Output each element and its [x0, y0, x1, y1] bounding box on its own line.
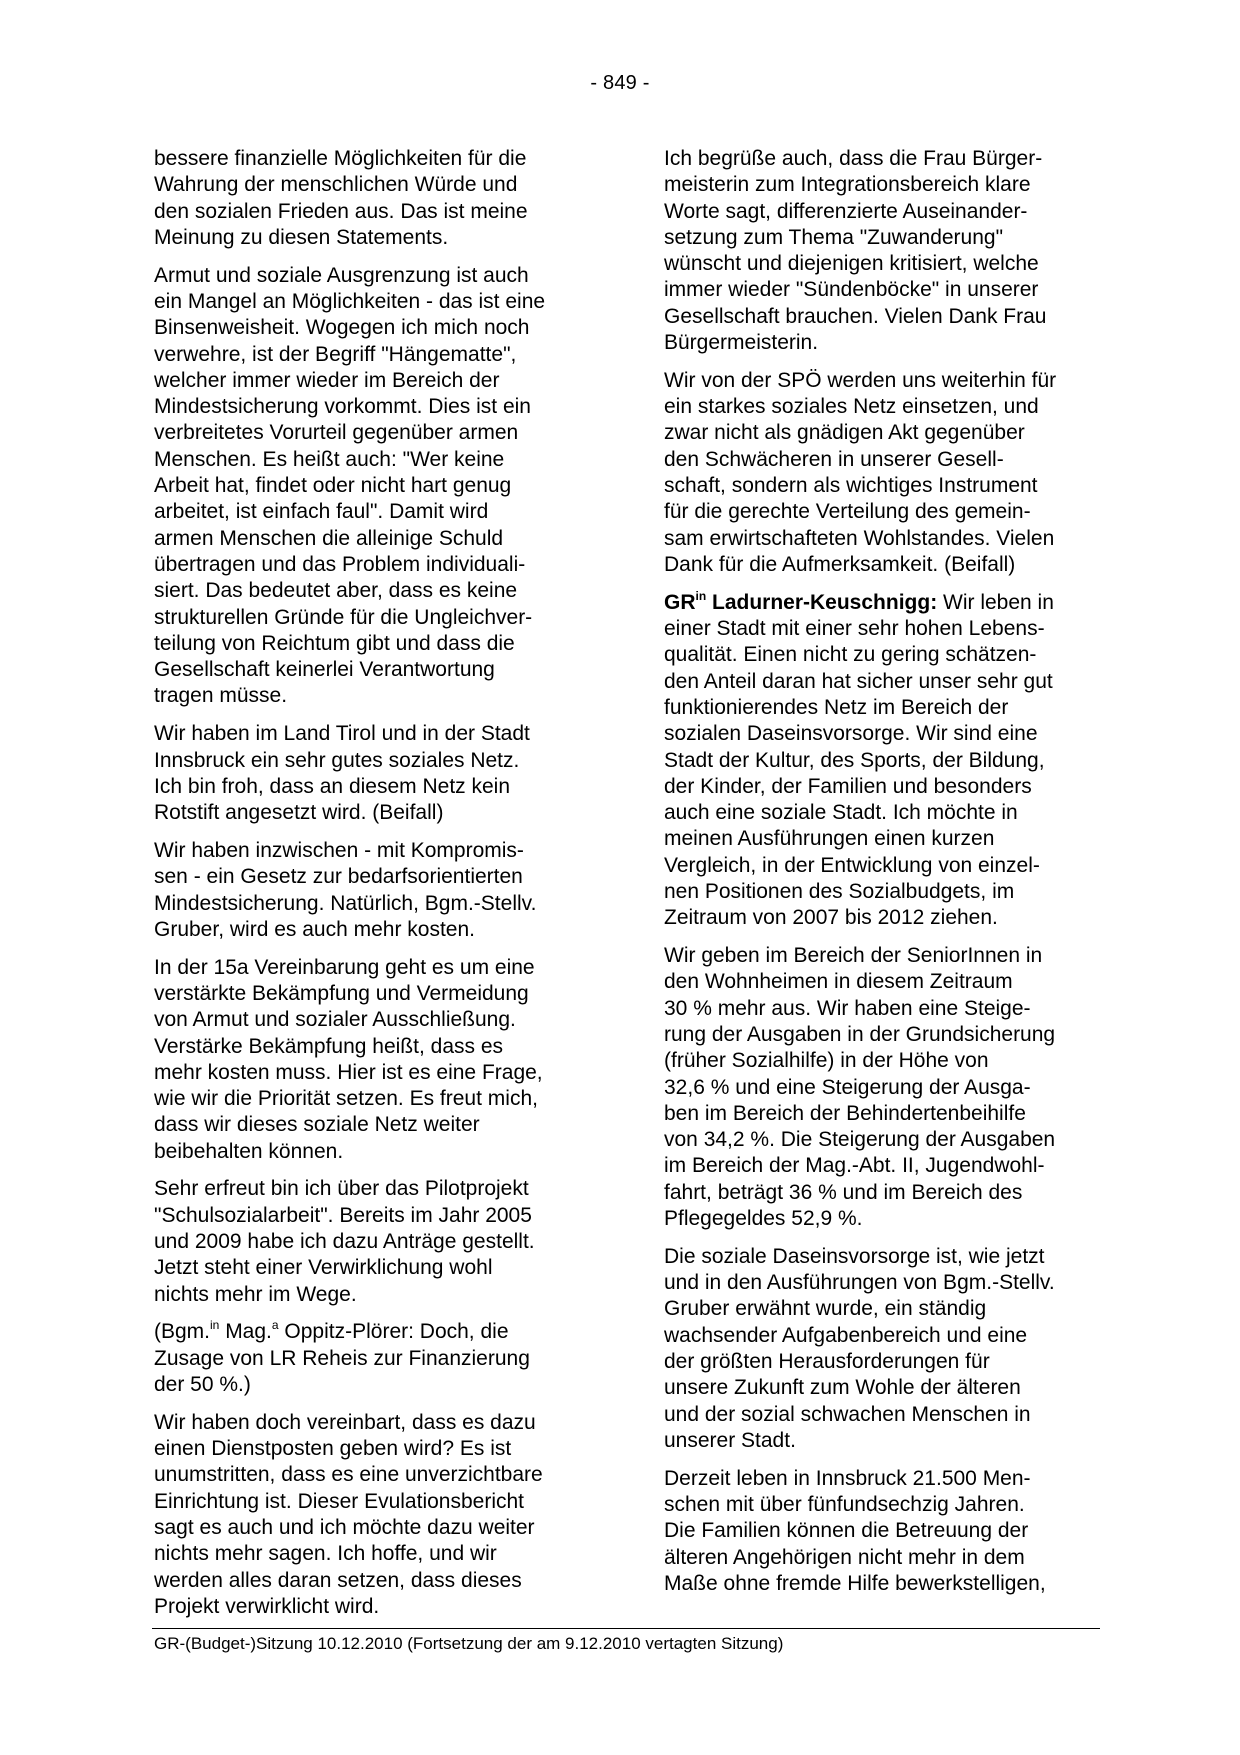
paragraph: Ich begrüße auch, dass die Frau Bürger- meisterin zum Integrationsbereich klare Worte sagt, differenzierte Auseinander- setzung zum Thema "Zuwanderung" wünscht und diejenigen kritisiert, welche immer wieder "Sündenböcke" in unserer Gesellschaft brauchen. Vielen Dank Frau Bürgermeisterin. — [664, 147, 1047, 355]
paragraph: bessere finanzielle Möglichkeiten für die Wahrung der menschlichen Würde und den sozialen Frieden aus. Das ist meine Meinung zu diesen Statements. — [154, 147, 528, 249]
paragraph: Sehr erfreut bin ich über das Pilotprojekt "Schulsozialarbeit". Bereits im Jahr 2005 und 2009 habe ich dazu Anträge gestellt. Jetzt steht einer Verwirklichung wohl nichts mehr im Wege. — [154, 1177, 535, 1306]
interjection-text: Oppitz-Plörer: Doch, die Zusage von LR Reheis zur Finanzierung der 50 %.) — [154, 1320, 530, 1397]
interjection-open: (Bgm. — [154, 1320, 211, 1344]
speaker-sup: in — [695, 588, 707, 603]
speaker-name: Ladurner-Keuschnigg: — [706, 590, 938, 614]
footer-text: GR-(Budget-)Sitzung 10.12.2010 (Fortsetzung der am 9.12.2010 vertagten Sitzung) — [154, 1634, 784, 1653]
interjection-title: Mag. — [219, 1320, 272, 1344]
speaker-paragraph — [664, 590, 1106, 932]
paragraph: Derzeit leben in Innsbruck 21.500 Men- schen mit über fünfundsechzig Jahren. Die Familien können die Betreuung der älteren Angehörigen nicht mehr in dem Maße ohne fremde Hilfe bewerkstelligen, — [664, 1466, 1046, 1595]
speaker-text: Wir leben in einer Stadt mit einer sehr hohen Lebens- qualität. Einen nicht zu gering schätzen- den Anteil daran hat sicher unser sehr gut funktionierendes Netz im Bereich der sozialen Daseinsvorsorge. Wir sind eine Stadt der Kultur, des Sports, der Bildung, der Kinder, der Familien und besonders auch eine soziale Stadt. Ich möchte in meinen Ausführungen einen kurzen Vergleich, in der Entwicklung von einzel- nen Positionen des Sozialbudgets, im Zeitraum von 2007 bis 2012 ziehen. — [664, 590, 1054, 930]
interjection — [154, 1319, 596, 1398]
paragraph: Wir von der SPÖ werden uns weiterhin für ein starkes soziales Netz einsetzen, und zwar nicht als gnädigen Akt gegenüber den Schwächeren in unserer Gesell- schaft, sondern als wichtiges Instrument für die gerechte Verteilung des gemein- sam erwirtschafteten Wohlstandes. Vielen Dank für die Aufmerksamkeit. (Beifall) — [664, 368, 1057, 576]
interjection-sup: in — [210, 1318, 220, 1333]
left-column — [154, 146, 596, 1632]
interjection-sup: a — [271, 1318, 279, 1333]
paragraph: Wir haben im Land Tirol und in der Stadt Innsbruck ein sehr gutes soziales Netz. Ich bin froh, dass an diesem Netz kein Rotstift angesetzt wird. (Beifall) — [154, 722, 530, 825]
paragraph: Wir haben doch vereinbart, dass es dazu einen Dienstposten geben wird? Es ist unumstritten, dass es eine unverzichtbare Einrichtung ist. Dieser Evulationsbericht sagt es auch und ich möchte dazu weiter nichts mehr sagen. Ich hoffe, und wir werden alles daran setzen, dass dieses Projekt verwirklicht wird. — [154, 1410, 543, 1618]
paragraph: Armut und soziale Ausgrenzung ist auch ein Mangel an Möglichkeiten - das ist eine Binsenweisheit. Wogegen ich mich noch verwehre, ist der Begriff "Hängematte", welcher immer wieder im Bereich der Mindestsicherung vorkommt. Dies ist ein verbreitetes Vorurteil gegenüber armen Menschen. Es heißt auch: "Wer keine Arbeit hat, findet oder nicht hart genug arbeitet, ist einfach faul". Damit wird armen Menschen die alleinige Schuld übertragen und das Problem individuali- siert. Das bedeutet aber, dass es keine strukturellen Gründe für die Ungleichver- teilung von Reichtum gibt und dass die Gesellschaft keinerlei Verantwortung tragen müsse. — [154, 263, 546, 708]
right-column — [664, 146, 1106, 1609]
speaker-title: GR — [664, 590, 696, 614]
page-number: - 849 - — [590, 72, 650, 94]
paragraph: Wir haben inzwischen - mit Kompromis- sen - ein Gesetz zur bedarfsorientierten Mindestsicherung. Natürlich, Bgm.-Stellv. Gruber, wird es auch mehr kosten. — [154, 838, 537, 941]
paragraph: Wir geben im Bereich der SeniorInnen in den Wohnheimen in diesem Zeitraum 30 % mehr aus. Wir haben eine Steige- rung der Ausgaben in der Grundsicherung (früher Sozialhilfe) in der Höhe von 32,6 % und eine Steigerung der Ausga- ben im Bereich der Behindertenbeihilfe von 34,2 %. Die Steigerung der Ausgaben im Bereich der Mag.-Abt. II, Jugendwohl- fahrt, beträgt 36 % und im Bereich des Pflegegeldes 52,9 %. — [664, 944, 1056, 1231]
paragraph: Die soziale Daseinsvorsorge ist, wie jetzt und in den Ausführungen von Bgm.-Stellv. Gruber erwähnt wurde, ein ständig wachsender Aufgabenbereich und eine der größten Herausforderungen für unsere Zukunft zum Wohle der älteren und der sozial schwachen Menschen in unserer Stadt. — [664, 1244, 1055, 1452]
footer-divider — [152, 1628, 1100, 1629]
paragraph: In der 15a Vereinbarung geht es um eine verstärkte Bekämpfung und Vermeidung von Armut und sozialer Ausschließung. Verstärke Bekämpfung heißt, dass es mehr kosten muss. Hier ist es eine Frage, wie wir die Priorität setzen. Es freut mich, dass wir dieses soziale Netz weiter beibehalten können. — [154, 955, 543, 1163]
